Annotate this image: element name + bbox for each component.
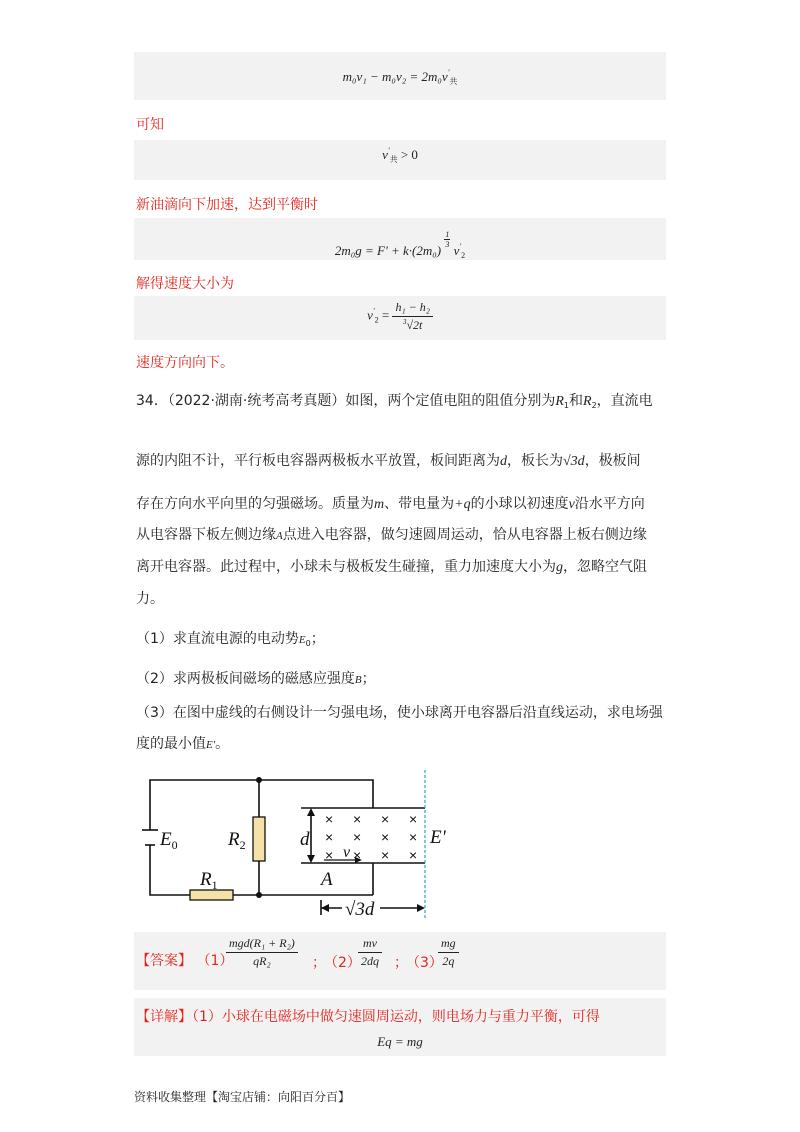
svg-text:×: × (325, 811, 334, 827)
equation-v-common: $v'_共 > 0$ (382, 146, 418, 164)
detail-line: 【详解】（1）小球在电磁场中做匀速圆周运动，则电场力与重力平衡，可得 (136, 1009, 600, 1025)
svg-text:×: × (325, 847, 334, 863)
equation-speed: $v'_2$ = $\frac{\text{h₁ − h₂}}{^3√2t}$ (134, 300, 666, 333)
text-direction: 速度方向向下。 (136, 355, 234, 371)
question-1: （1）求直流电源的电动势$E_0$； (136, 631, 325, 648)
text-new-drop: 新油滴向下加速，达到平衡时 (136, 197, 318, 213)
svg-text:×: × (381, 811, 390, 827)
problem-line-3: 存在方向水平向里的匀强磁场。质量为m、带电量为+q的小球以初速度v沿水平方向 (136, 496, 645, 512)
svg-text:×: × (381, 847, 390, 863)
equation-box-momentum (134, 52, 666, 100)
problem-line-6: 力。 (136, 591, 164, 607)
equation-box-v-common (134, 140, 666, 180)
label-r2: $R_2$ (228, 829, 246, 852)
answer-fraction-3: $\frac{mg}{2q}$ (438, 936, 459, 969)
resistor-r2 (253, 817, 265, 861)
question-2: （2）求两极板间磁场的磁感应强度B； (136, 671, 376, 687)
svg-text:×: × (353, 847, 362, 863)
svg-text:×: × (353, 811, 362, 827)
answer-line: 【答案】 （1） (136, 953, 234, 969)
text-kezhi: 可知 (136, 117, 164, 133)
problem-line-1: 34．（2022·湖南·统考高考真题）如图，两个定值电阻的阻值分别为$R_1$和$R_2$，直流电 (136, 393, 653, 410)
circuit-diagram (130, 765, 450, 925)
problem-line-4: 从电容器下板左侧边缘A点进入电容器，做匀速圆周运动，恰从电容器上板右侧边缘 (136, 527, 647, 543)
equation-box-speed (134, 296, 666, 340)
detail-equation: Eq = mg (377, 1034, 423, 1049)
detail-box (134, 998, 666, 1056)
svg-text:×: × (353, 829, 362, 845)
svg-text:×: × (409, 829, 418, 845)
label-e0: $E_0$ (160, 829, 178, 852)
label-sqrt3d: √3d (345, 899, 375, 920)
equation-balance: 2m₀g = F' + k·(2m₀) $\frac{1}{3}$ $v'_2$ (334, 230, 466, 260)
equation-momentum: $m_0v_1 - m_0v_2 = 2m_0v'_共$ (342, 68, 458, 86)
answer-fraction-1: mgd(R₁ + R₂) qR₂ (226, 936, 298, 969)
magnetic-field-crosses (325, 811, 417, 863)
svg-text:×: × (409, 847, 418, 863)
question-3-line-2: 度的最小值E'。 (136, 736, 230, 752)
problem-line-5: 离开电容器。此过程中，小球未与极板发生碰撞，重力加速度大小为g，忽略空气阻 (136, 559, 647, 575)
answer-box: 【答案】 （1） mgd(R₁ + R₂) qR₂ ； （2） $\frac{mv}{2dq}$ ； （3） $\frac{mg}{2q}$ (134, 932, 666, 990)
label-e-prime: E' (430, 827, 446, 848)
question-3-line-1: （3）在图中虚线的右侧设计一匀强电场，使小球离开电容器后沿直线运动，求电场强 (136, 705, 663, 721)
svg-text:×: × (325, 829, 334, 845)
svg-text:×: × (381, 829, 390, 845)
label-v: v (343, 844, 351, 861)
svg-text:×: × (409, 811, 418, 827)
label-r1: $R_1$ (200, 869, 218, 892)
footer-text: 资料收集整理【淘宝店铺：向阳百分百】 (134, 1090, 351, 1104)
text-solve: 解得速度大小为 (136, 276, 234, 292)
label-d: d (300, 829, 310, 850)
label-a: A (321, 869, 333, 890)
answer-fraction-2: $\frac{mv}{2dq}$ (358, 936, 382, 969)
equation-box-balance (134, 218, 666, 260)
problem-line-2: 源的内阻不计，平行板电容器两极板水平放置，板间距离为d，板长为√3d，极板间 (136, 453, 641, 469)
